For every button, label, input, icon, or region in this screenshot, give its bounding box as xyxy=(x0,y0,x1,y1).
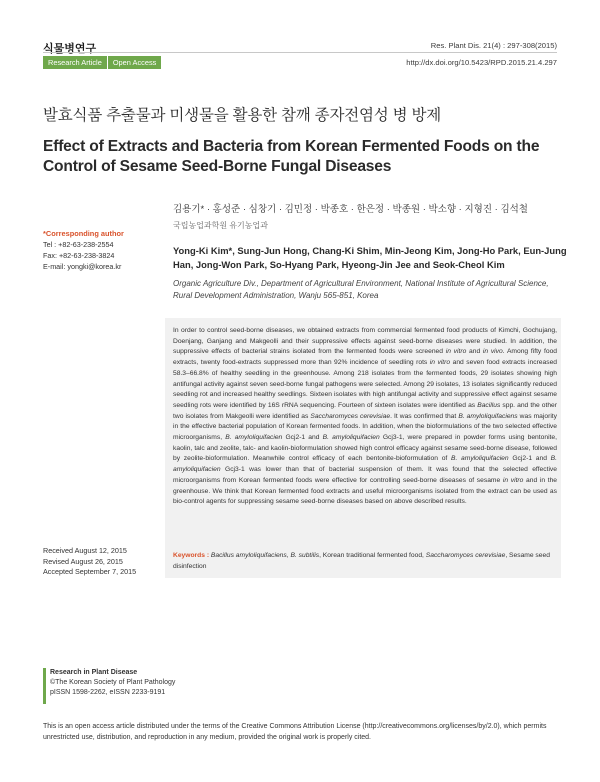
revised-date: Revised August 26, 2015 xyxy=(43,556,123,566)
corresponding-author-label: *Corresponding author xyxy=(43,229,124,238)
journal-name: 식물병연구 xyxy=(43,43,97,55)
footer-copyright: ©The Korean Society of Plant Pathology xyxy=(50,678,176,686)
citation: Res. Plant Dis. 21(4) : 297-308(2015) xyxy=(430,41,557,50)
open-access-badge: Open Access xyxy=(108,56,162,69)
keywords: Keywords : Bacillus amyloliquifaciens, B. subtilis, Korean traditional fermented food, Saccharomyces cerevisiae, Sesame seed disinfection xyxy=(173,552,550,570)
email[interactable]: E-mail: yongki@korea.kr xyxy=(43,262,122,271)
correspondence-block xyxy=(43,228,163,272)
received-date: Received August 12, 2015 xyxy=(43,546,127,555)
affiliation-english: Organic Agriculture Div., Department of Agricultural Environment, National Institute of Agricultural Science, Rural Development Administration, Wanju 565-851, Korea xyxy=(173,279,549,300)
footer-accent-bar xyxy=(43,668,46,704)
journal-info xyxy=(50,668,175,697)
affiliation-korean: 국립농업과학원 유기농업과 xyxy=(173,221,268,230)
article-dates xyxy=(43,546,136,578)
tel: Tel : +82-63-238-2554 xyxy=(43,240,114,249)
authors-english: Yong-Ki Kim*, Sung-Jun Hong, Chang-Ki Shim, Min-Jeong Kim, Jong-Ho Park, Eun-Jung Han, Jong-Won Park, So-Hyang Park, Hyeong-Jin Jee and Seok-Cheol Kim xyxy=(173,245,567,270)
license-text: This is an open access article distributed under the terms of the Creative Commons Attribution License (http://creativecommons.org/licenses/by/2.0), which permits unrestricted use, distribution, and reproduction in any medium, provided the original work is properly cited. xyxy=(43,723,547,741)
footer-issn: pISSN 1598-2262, eISSN 2233-9191 xyxy=(50,688,166,696)
article-badges xyxy=(43,56,161,69)
keywords-label: Keywords : xyxy=(173,552,210,559)
footer-journal-name: Research in Plant Disease xyxy=(50,669,138,676)
accepted-date: Accepted September 7, 2015 xyxy=(43,567,137,577)
authors-korean: 김용기* · 홍성준 · 심창기 · 김민정 · 박종호 · 한은정 · 박종원 · 박소향 · 지형진 · 김석철 xyxy=(173,204,528,215)
header-divider xyxy=(43,52,557,53)
title-english: Effect of Extracts and Bacteria from Korean Fermented Foods on the Control of Sesame Seed-Borne Fungal Diseases xyxy=(43,138,540,175)
title-korean: 발효식품 추출물과 미생물을 활용한 참깨 종자전염성 병 방제 xyxy=(43,107,442,124)
abstract: In order to control seed-borne diseases, we obtained extracts from commercial fermented food products of Kimchi, Gochujang, Doenjang, Ganjang and Makgeolli and their suppressive effects against seed-borne diseases were studied. In addition, the suppressive effects of bacterial strains isolated from the fermented foods were screened in vitro and in vivo. Among fifty food extracts, twenty food-extracts suppressed more than 92% incidence of seedling rots in vitro and seven food extracts increased 58.3–66.8% of healthy seedling in the greenhouse. Among 218 isolates from the fermented foods, 29 isolates showing high antifungal activity against seven seed-borne fungal pathogens were selected. Among 29 isolates, 13 isolates significantly reduced seedling rot and increased healthy seedlings. Sixteen isolates with high antifungal activity and suppressive effect against sesame seedling rots were identified by 16S rRNA sequencing. Fourteen of sixteen isolates were identified as Bacillus spp. and the other two isolates from Makgeolli were identified as Saccharomyces cerevisiae. It was confirmed that B. amyloliquifaciens was majority in the effective bacterial population of Korean fermented foods. In addition, when the bioformulations of the two selected effective microorganisms, B. amyloliquifacien Gcj2-1 and B. amyloliquifacien Gcj3-1, were prepared in powder forms using bentonite, kaolin, talc and zeolite, talc- and kaolin-bioformulation showed high control efficacy against sesame seed-borne disease, followed by zeolite-bioformulation. Meanwhile control efficacy of each bentonite-bioformulation of B. amyloliquifacien Gcj2-1 and B. amyloliquifacien Gcj3-1 was lower than that of bacterial suspension of them. It was found that the selected effective microorganisms from Korean fermented foods were effective for controlling seed-borne diseases of sesame in vitro and in the greenhouse. We think that Korean fermented food extracts and useful microorganisms isolated from the extract can be used as bio-control agents for suppressing sesame seed-borne diseases based on above described results. xyxy=(173,327,558,506)
doi-link[interactable]: http://dx.doi.org/10.5423/RPD.2015.21.4.297 xyxy=(406,58,557,67)
research-article-badge: Research Article xyxy=(43,56,107,69)
fax: Fax: +82-63-238-3824 xyxy=(43,251,115,260)
